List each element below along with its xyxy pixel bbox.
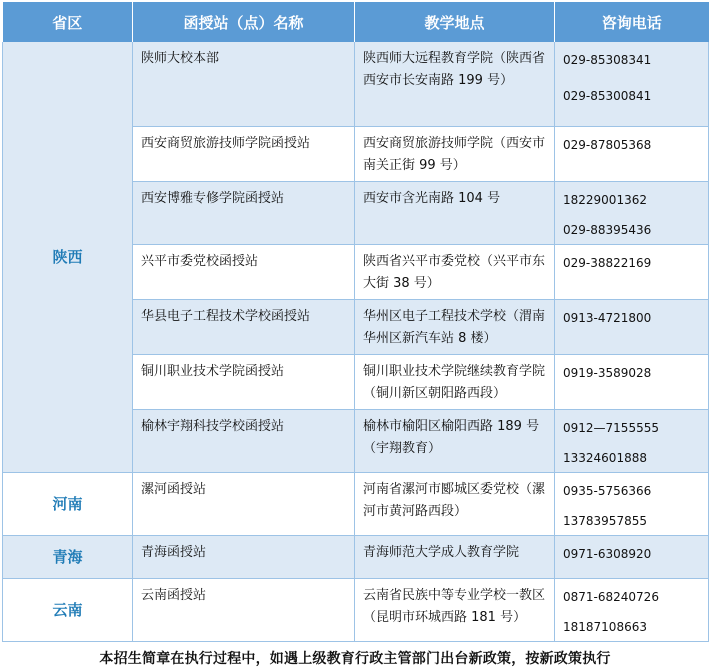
- station-phone: [555, 354, 709, 409]
- phone-1: 0919-3589028: [563, 365, 652, 380]
- station-location: 云南省民族中等专业学校一教区（昆明市环城西路 181 号）: [355, 578, 555, 641]
- station-table: [2, 2, 709, 642]
- phone-2: 029-85300841: [563, 89, 652, 103]
- phone-1: 18229001362: [563, 192, 647, 207]
- province-yunnan: 云南: [3, 578, 133, 641]
- header-phone: 咨询电话: [555, 2, 709, 42]
- table-row: [3, 42, 709, 126]
- table-row: [3, 535, 709, 578]
- station-name: 青海函授站: [133, 535, 355, 578]
- station-phone: [555, 126, 709, 181]
- phone-1: 0871-68240726: [563, 589, 659, 604]
- station-name: 铜川职业技术学院函授站: [133, 354, 355, 409]
- station-location: 西安商贸旅游技师学院（西安市南关正街 99 号）: [355, 126, 555, 181]
- station-name: 陕师大校本部: [133, 42, 355, 126]
- header-province: 省区: [3, 2, 133, 42]
- station-location: 西安市含光南路 104 号: [355, 181, 555, 244]
- phone-2: 18187108663: [563, 619, 647, 634]
- phone-1: 0935-5756366: [563, 483, 652, 498]
- phone-1: 029-87805368: [563, 137, 652, 152]
- phone-1: 0912—7155555: [563, 420, 659, 435]
- policy-footnote: 本招生简章在执行过程中，如遇上级教育行政主管部门出台新政策，按新政策执行: [99, 650, 611, 667]
- station-location: 陕西省兴平市委党校（兴平市东大街 38 号）: [355, 244, 555, 299]
- station-phone: [555, 42, 709, 126]
- phone-1: 029-85308341: [563, 53, 652, 67]
- station-name: 华县电子工程技术学校函授站: [133, 299, 355, 354]
- station-phone: [555, 244, 709, 299]
- station-name: 榆林宇翔科技学校函授站: [133, 409, 355, 472]
- station-name: 西安博雅专修学院函授站: [133, 181, 355, 244]
- station-phone: [555, 472, 709, 535]
- phone-1: 0971-6308920: [563, 546, 652, 561]
- table-row: [3, 578, 709, 641]
- phone-2: 029-88395436: [563, 222, 652, 237]
- station-location: 陕西师大远程教育学院（陕西省西安市长安南路 199 号）: [355, 42, 555, 126]
- phone-2: 13324601888: [563, 450, 647, 465]
- province-qinghai: 青海: [3, 535, 133, 578]
- station-phone: [555, 299, 709, 354]
- table-row: [3, 472, 709, 535]
- station-name: 云南函授站: [133, 578, 355, 641]
- station-location: 河南省漯河市郾城区委党校（漯河市黄河路西段）: [355, 472, 555, 535]
- header-location: 教学地点: [355, 2, 555, 42]
- phone-2: 13783957855: [563, 513, 647, 528]
- station-location: 铜川职业技术学院继续教育学院（铜川新区朝阳路西段）: [355, 354, 555, 409]
- province-shaanxi: 陕西: [3, 42, 133, 472]
- station-location: 榆林市榆阳区榆阳西路 189 号（宇翔教育）: [355, 409, 555, 472]
- province-henan: 河南: [3, 472, 133, 535]
- header-station-name: 函授站（点）名称: [133, 2, 355, 42]
- station-phone: [555, 409, 709, 472]
- station-name: 兴平市委党校函授站: [133, 244, 355, 299]
- station-name: 西安商贸旅游技师学院函授站: [133, 126, 355, 181]
- station-name: 漯河函授站: [133, 472, 355, 535]
- phone-1: 029-38822169: [563, 255, 652, 270]
- station-location: 华州区电子工程技术学校（渭南华州区新汽车站 8 楼）: [355, 299, 555, 354]
- station-phone: [555, 535, 709, 578]
- table-header-row: [3, 2, 709, 42]
- station-location: 青海师范大学成人教育学院: [355, 535, 555, 578]
- phone-1: 0913-4721800: [563, 310, 652, 325]
- station-phone: [555, 578, 709, 641]
- station-phone: [555, 181, 709, 244]
